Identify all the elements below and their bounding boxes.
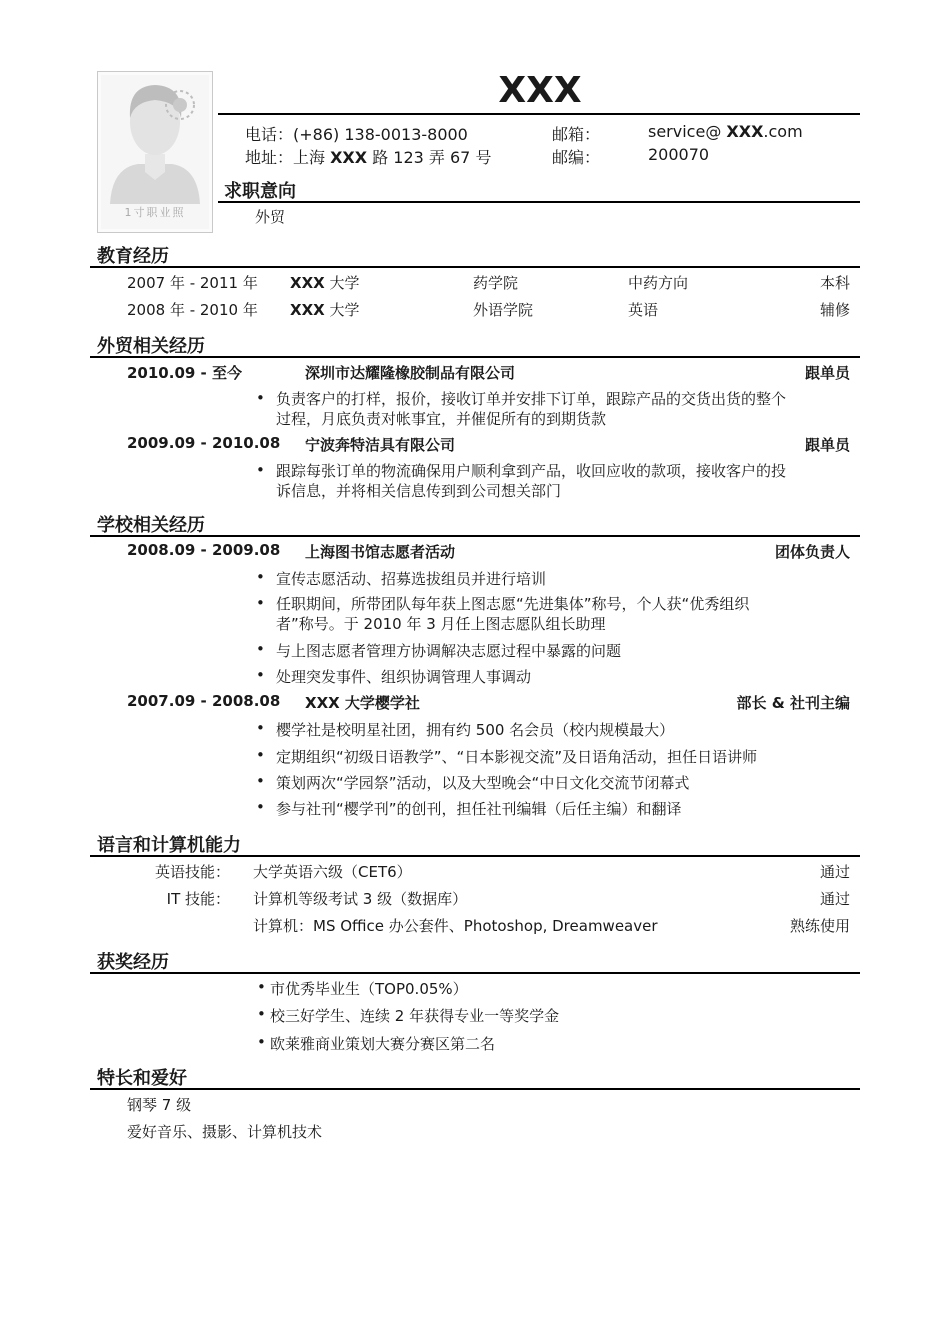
bullet-dot-icon: • [256,461,265,479]
job-period: 2010.09 - 至今 [127,364,242,382]
bullet-text: 宣传志愿活动、招募选拔组员并进行培训 [276,570,547,588]
bullet-dot-icon: • [256,389,265,407]
bullet-dot-icon: • [257,1005,266,1023]
profile-photo-placeholder [97,71,213,233]
candidate-name: XXX [498,70,582,111]
bullet-text: 参与社刊“樱学刊”的创刊，担任社刊编辑（后任主编）和翻译 [276,800,682,818]
skills-divider [90,855,860,857]
job-period: 2009.09 - 2010.08 [127,434,281,452]
education-degree: 本科 [819,274,850,292]
hobby-item: 钢琴 7 级 [127,1096,192,1114]
education-divider [90,266,860,268]
bullet-dot-icon: • [256,746,265,764]
header-divider [218,113,860,115]
email-label: 邮箱： [552,125,601,144]
email-value[interactable]: service@ XXX.com [648,122,803,141]
education-period: 2008 年 - 2010 年 [127,301,258,319]
bullet-dot-icon: • [257,1033,266,1051]
education-degree: 辅修 [819,301,850,319]
bullet-dot-icon: • [256,666,265,684]
bullet-dot-icon: • [257,978,266,996]
skill-desc: 计算机：MS Office 办公套件、Photoshop, Dreamweaver [253,917,658,935]
activity-org: 上海图书馆志愿者活动 [305,543,456,561]
skill-label: IT 技能： [166,890,230,908]
address-text: 地址：上海 XXX 路 123 弄 67 号 [245,148,492,167]
education-major: 英语 [628,301,659,319]
bullet-text: 樱学社是校明星社团，拥有约 500 名会员（校内规模最大） [276,721,675,739]
zip-value: 200070 [648,145,710,164]
trade-heading: 外贸相关经历 [97,336,205,357]
skill-desc: 大学英语六级（CET6） [253,863,412,881]
job-role: 跟单员 [804,364,850,382]
hobbies-divider [90,1088,860,1090]
objective-heading: 求职意向 [224,181,296,202]
education-college: 药学院 [473,274,519,292]
hobby-item: 爱好音乐、摄影、计算机技术 [127,1123,323,1141]
bullet-dot-icon: • [256,772,265,790]
bullet-text: 策划两次“学园祭”活动，以及大型晚会“中日文化交流节闭幕式 [276,774,690,792]
skill-level: 熟练使用 [789,917,850,935]
education-heading: 教育经历 [97,246,169,267]
bullet-text: 任职期间，所带团队每年获上图志愿“先进集体”称号，个人获“优秀组织 者”称号。于 2010 年 3 月任上图志愿队组长助理 [276,595,750,633]
bullet-text: 跟踪每张订单的物流确保用户顺利拿到产品，收回应收的款项，接收客户的投 诉信息，并将相关信息传到到公司想关部门 [276,462,787,500]
photo-caption: 1寸职业照 [124,206,186,219]
job-company: 宁波奔特洁具有限公司 [305,436,456,454]
awards-divider [90,972,860,974]
phone-text: 电话：(+86) 138-0013-8000 [245,125,468,144]
school-heading: 学校相关经历 [97,515,205,536]
objective-divider [218,201,860,203]
award-item: 校三好学生、连续 2 年获得专业一等奖学金 [270,1007,560,1025]
school-divider [90,535,860,537]
award-item: 欧莱雅商业策划大赛分赛区第二名 [270,1035,496,1053]
activity-org: XXX 大学樱学社 [305,694,420,712]
bullet-text: 定期组织“初级日语教学”、“日本影视交流”及日语角活动，担任日语讲师 [276,748,758,766]
bullet-dot-icon: • [256,568,265,586]
activity-role: 团体负责人 [774,543,850,561]
bullet-text: 与上图志愿者管理方协调解决志愿过程中暴露的问题 [276,642,622,660]
activity-period: 2007.09 - 2008.08 [127,692,281,710]
education-college: 外语学院 [473,301,534,319]
bullet-dot-icon: • [256,719,265,737]
education-school: XXX 大学 [290,274,360,292]
bullet-text: 负责客户的打样，报价，接收订单并安排下订单，跟踪产品的交货出货的整个 过程，月底负责对帐事宜，并催促所有的到期货款 [276,390,787,428]
skill-label: 英语技能： [154,863,230,881]
zip-label: 邮编： [552,148,601,167]
award-item: 市优秀毕业生（TOP0.05%） [270,980,468,998]
education-major: 中药方向 [628,274,689,292]
job-company: 深圳市达耀隆橡胶制品有限公司 [305,364,516,382]
skill-level: 通过 [819,890,850,908]
skill-level: 通过 [819,863,850,881]
objective-value: 外贸 [255,208,286,226]
bullet-dot-icon: • [256,798,265,816]
hobbies-heading: 特长和爱好 [97,1068,187,1089]
bullet-text: 处理突发事件、组织协调管理人事调动 [276,668,532,686]
skills-heading: 语言和计算机能力 [97,835,241,856]
bullet-dot-icon: • [256,594,265,612]
activity-role: 部长 & 社刊主编 [736,694,850,712]
job-role: 跟单员 [804,436,850,454]
awards-heading: 获奖经历 [97,952,169,973]
activity-period: 2008.09 - 2009.08 [127,541,281,559]
education-school: XXX 大学 [290,301,360,319]
skill-desc: 计算机等级考试 3 级（数据库） [253,890,468,908]
bullet-dot-icon: • [256,640,265,658]
trade-divider [90,356,860,358]
education-period: 2007 年 - 2011 年 [127,274,258,292]
